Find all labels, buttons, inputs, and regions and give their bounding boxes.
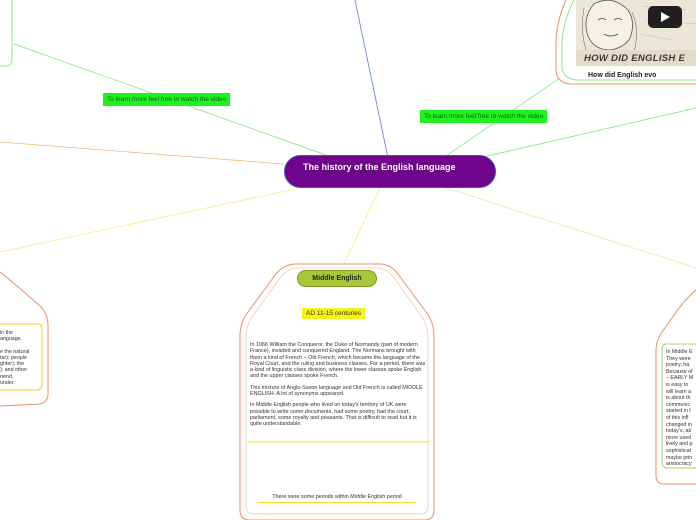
connector-left-yellow <box>0 188 300 252</box>
text-line: sophisticat <box>666 447 692 454</box>
middle-english-date: AD 11-15 centuries <box>302 308 365 319</box>
connector-left-orange <box>0 142 284 164</box>
middle-english-title[interactable]: Middle English <box>297 270 377 287</box>
middle-english-periods-label[interactable]: There were some periods within Middle English period <box>258 494 416 503</box>
middle-english-paragraph: In 1066 William the Conqueror, the Duke of Normandy (part of modern France), invaded and conquered England. The Normans brought with them a kind of French – Old French, which became the language of the Royal Court, and the ruling and business classes. For a period, there was a kind of linguistic class division, where the lower classes spoke English and the upper classes spoke French. <box>250 342 426 380</box>
text-line: Because of <box>666 368 693 375</box>
text-line: e the natural <box>0 348 30 355</box>
video-thumbnail-text: HOW DID ENGLISH E <box>584 53 686 64</box>
right-partial-text <box>666 349 696 468</box>
text-line: communic <box>666 401 691 408</box>
frame-top-left <box>0 0 12 66</box>
text-line: more used <box>666 434 692 441</box>
text-line: maybe prin <box>666 454 693 461</box>
text-line: ghter); the <box>0 361 25 368</box>
text-line: of this infl <box>666 414 689 421</box>
text-line: lively and p <box>666 441 693 448</box>
connector-top-blue <box>355 0 388 158</box>
text-line: In Middle E <box>666 349 693 355</box>
middle-english-paragraph: This mixture of Anglo-Saxon language and Old French is called MIDDLE ENGLISH. A lot of synonyms appeared. <box>250 384 423 398</box>
text-line: in the <box>0 330 13 336</box>
video-link-right[interactable]: To learn more feel free to watch the video <box>420 110 547 123</box>
left-partial-text <box>0 330 34 386</box>
video-caption: How did English evo <box>588 72 657 79</box>
play-button[interactable] <box>648 6 682 28</box>
middle-english-description <box>250 342 426 433</box>
text-line: aristocracy <box>666 461 692 468</box>
play-icon <box>648 6 682 28</box>
text-line: riend, <box>0 373 14 380</box>
text-line: is easy to <box>666 381 689 388</box>
central-topic-node[interactable]: The history of the English language <box>284 155 496 188</box>
text-line: changed in <box>666 421 692 428</box>
video-thumbnail[interactable] <box>576 0 696 66</box>
connector-right-yellow <box>446 188 696 268</box>
text-line: poetry, ha <box>666 362 690 369</box>
video-link-left[interactable]: To learn more feel free to watch the video <box>103 93 230 106</box>
text-line: anguage. <box>0 336 23 343</box>
text-line: will learn a <box>666 388 692 395</box>
text-line: under. <box>0 380 15 387</box>
text-line: started in t <box>666 408 691 415</box>
text-line: today's, ab <box>666 428 692 435</box>
connector-bottom-yellow <box>342 188 380 268</box>
text-line: They were <box>666 355 691 362</box>
text-line: ); and other <box>0 367 28 374</box>
middle-english-paragraph: In Middle English people who lived on today's territory of UK were possible to write some documents, had some poetry, had the court, parliament, some royalty and peasants. That is difficult to read but it is quite understandable. <box>250 402 417 428</box>
text-line: tar); people <box>0 354 27 361</box>
text-line: is about th <box>666 395 691 402</box>
text-line: – EARLY M <box>666 375 694 382</box>
